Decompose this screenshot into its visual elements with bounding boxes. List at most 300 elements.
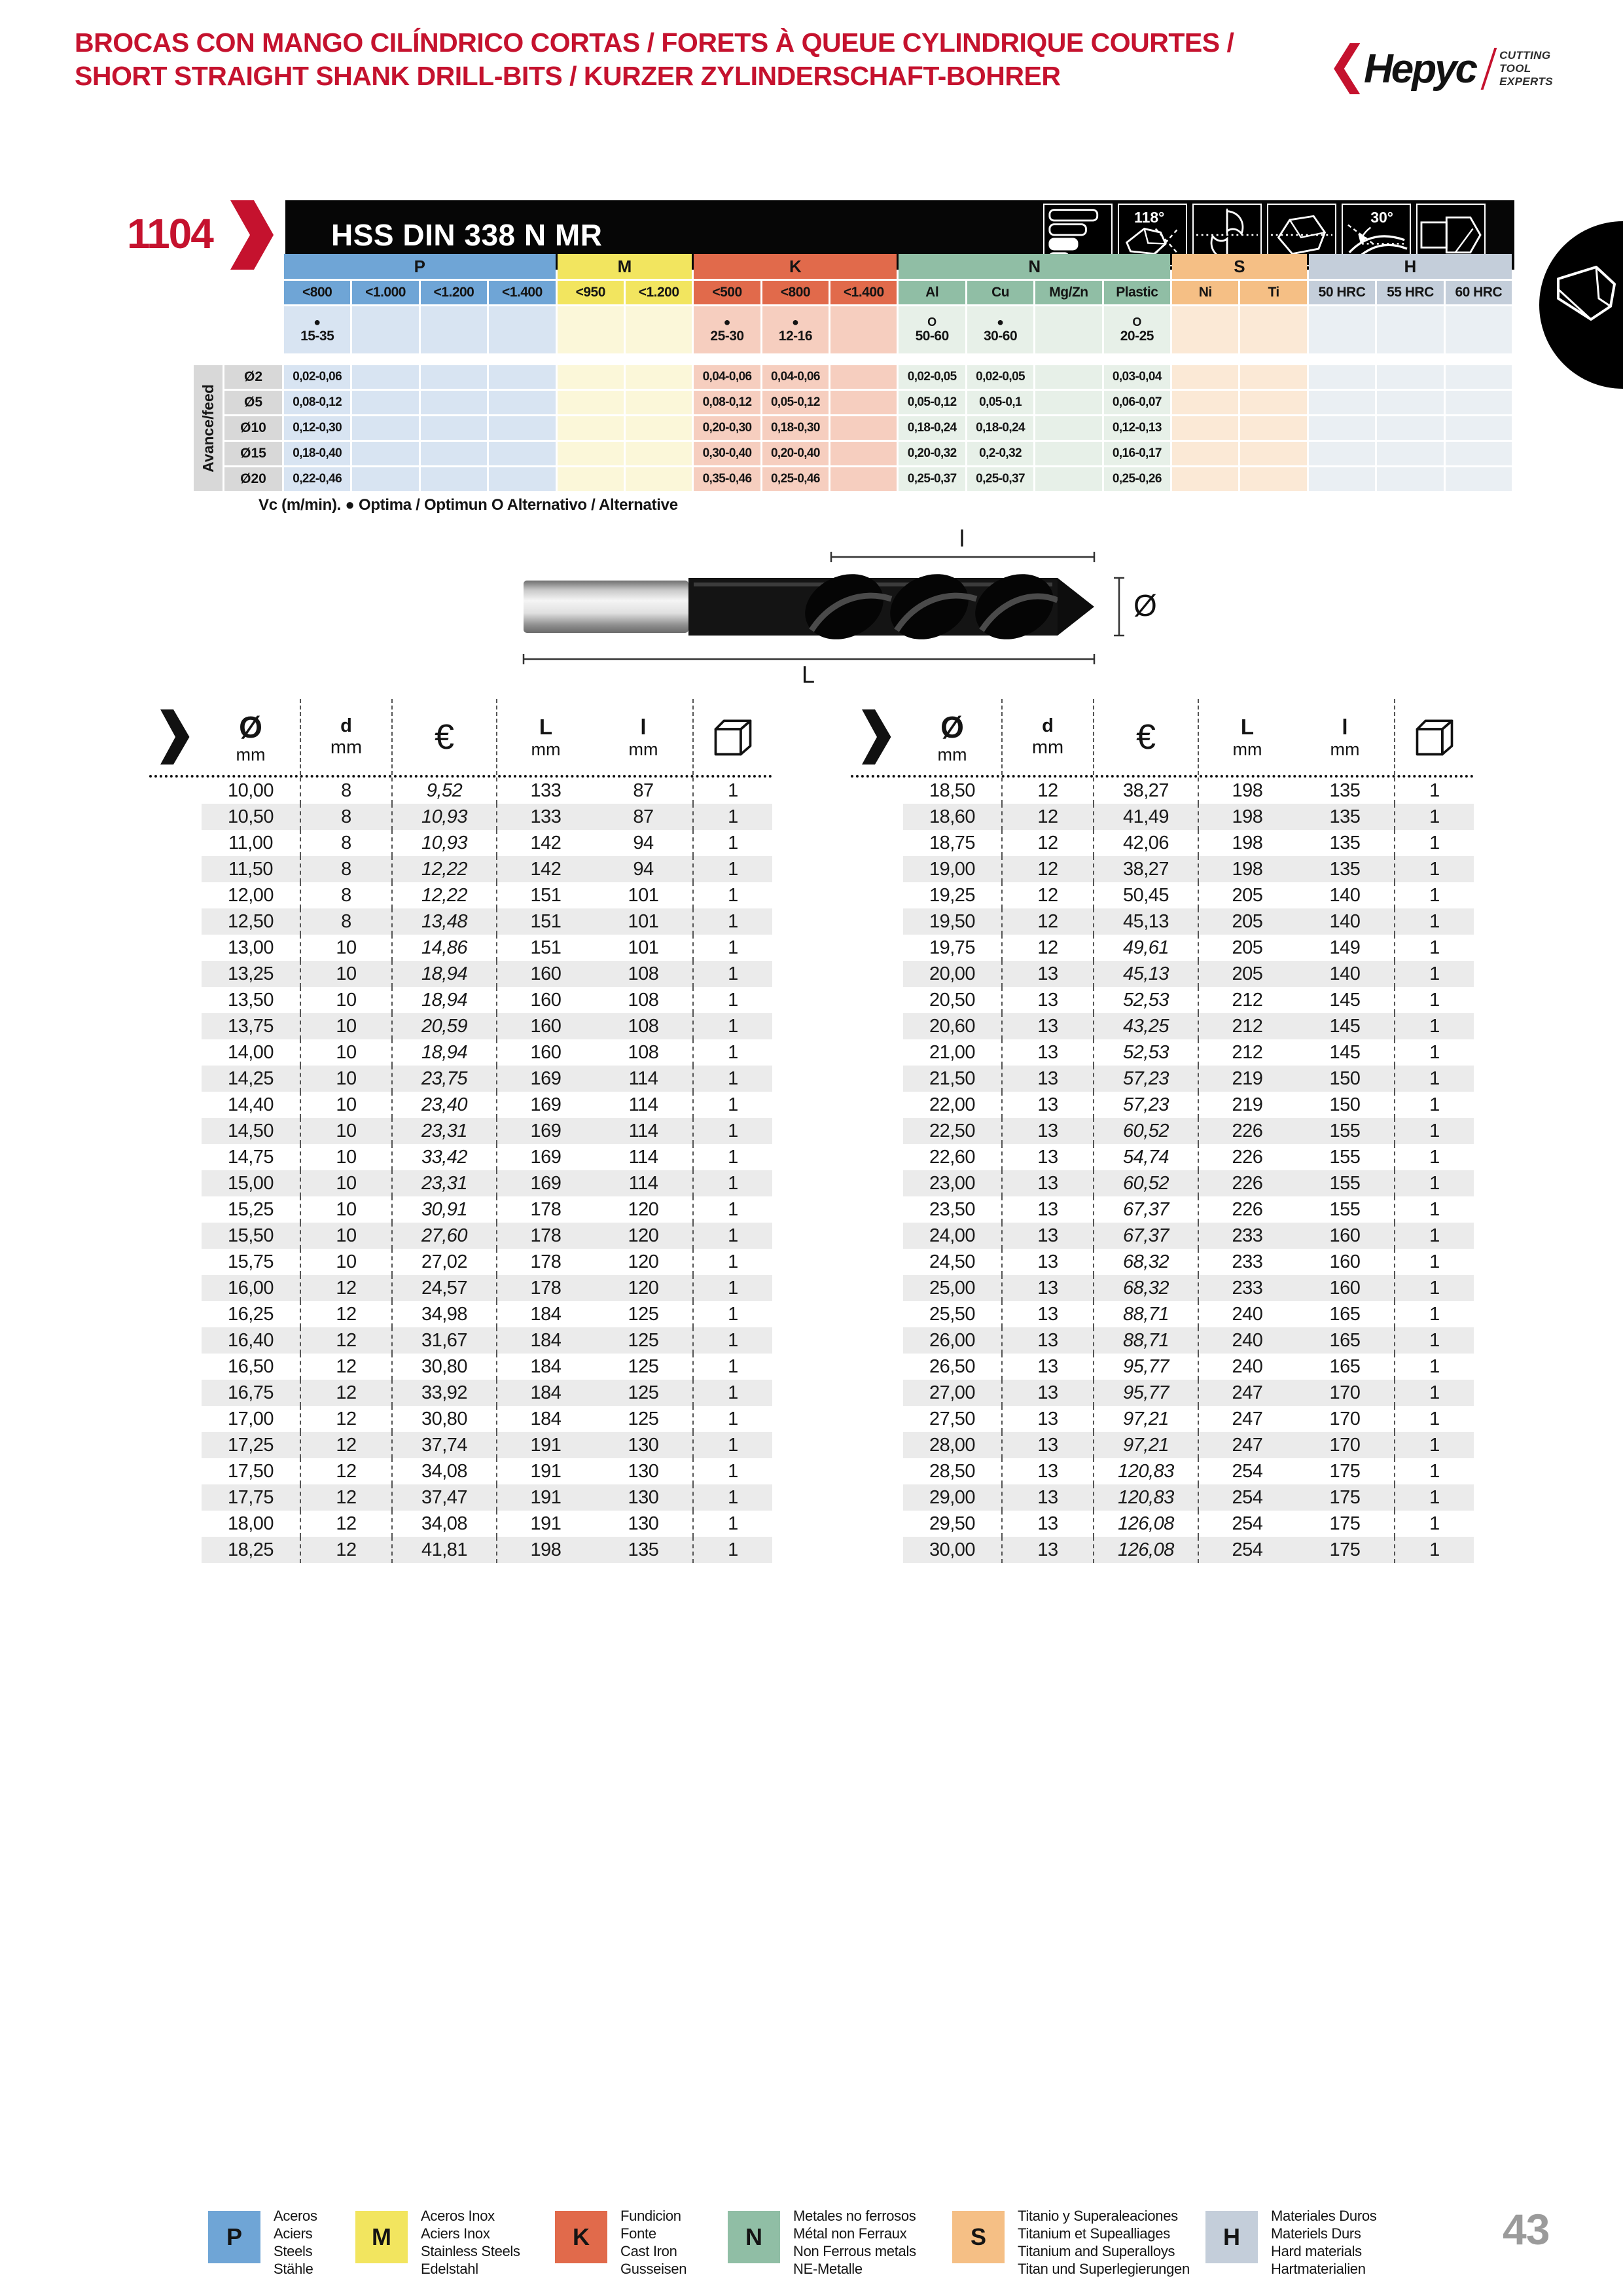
row-lead-spacer: [149, 1484, 202, 1511]
product-reference: 1104: [127, 210, 213, 257]
length-cell: 254: [1198, 1484, 1296, 1511]
shank-cell: 13: [1001, 1092, 1093, 1118]
feed-value-cell: 0,02-0,05: [967, 365, 1033, 389]
diameter-cell: 19,25: [929, 884, 976, 906]
feed-value-cell: [1377, 442, 1443, 465]
column-unit: mm: [1232, 739, 1262, 759]
table-row: [149, 908, 772, 935]
material-subcolumn-header: <800: [284, 281, 350, 304]
shank-cell: 10: [300, 935, 391, 961]
flute-cell: 145: [1329, 1041, 1361, 1063]
price-cell: 30,91: [391, 1196, 496, 1223]
vc-range: 20-25: [1120, 329, 1154, 344]
feed-value-cell: [1377, 416, 1443, 440]
table-row: [149, 882, 772, 908]
price-cell: 57,23: [1093, 1066, 1198, 1092]
column-header-d: [300, 699, 391, 775]
feed-value-cell: [1172, 416, 1238, 440]
feed-value-cell: 0,25-0,26: [1104, 467, 1170, 491]
table-row: [149, 961, 772, 987]
length-cell: 254: [1198, 1511, 1296, 1537]
length-cell: 184: [496, 1327, 594, 1354]
row-lead-spacer: [851, 1013, 903, 1039]
feed-value-cell: 0,02-0,05: [899, 365, 965, 389]
table-row: [149, 987, 772, 1013]
feed-diameter-cell: Ø15: [224, 442, 282, 465]
price-cell: 23,31: [391, 1118, 496, 1144]
price-cell: 43,25: [1093, 1013, 1198, 1039]
feed-value-cell: 0,25-0,46: [762, 467, 829, 491]
feed-value-cell: [489, 365, 555, 389]
price-cell: 68,32: [1093, 1275, 1198, 1301]
row-lead-spacer: [851, 1380, 903, 1406]
price-cell: 24,57: [391, 1275, 496, 1301]
shank-cell: 10: [300, 1144, 391, 1170]
material-subcolumn-header: <1.400: [830, 281, 897, 304]
length-cell: 254: [1198, 1537, 1296, 1563]
column-unit: mm: [531, 739, 561, 759]
vc-dot: ●: [997, 315, 1004, 329]
shank-cell: 13: [1001, 1537, 1093, 1563]
qty-cell: 1: [1394, 1432, 1474, 1458]
vc-speed-cell: [1446, 306, 1512, 353]
legend-text-line: Aceros Inox: [421, 2208, 495, 2224]
feed-value-cell: [830, 467, 897, 491]
price-cell: 18,94: [391, 1039, 496, 1066]
vc-speed-cell: [558, 306, 624, 353]
shank-cell: 12: [1001, 830, 1093, 856]
column-header-€: [391, 699, 496, 775]
shank-cell: 10: [300, 1249, 391, 1275]
shank-cell: 8: [300, 856, 391, 882]
qty-cell: 1: [692, 1327, 772, 1354]
length-cell: 133: [496, 778, 594, 804]
flute-cell: 175: [1296, 1484, 1394, 1511]
vc-dot: ●: [791, 315, 799, 329]
diameter-cell: 14,40: [227, 1094, 274, 1115]
page-title: [75, 26, 1234, 93]
qty-cell: 1: [1394, 856, 1474, 882]
feed-value-cell: [1446, 391, 1512, 414]
qty-cell: 1: [1394, 1484, 1474, 1511]
feed-value-cell: [830, 365, 897, 389]
legend-text-line: Metales no ferrosos: [793, 2208, 916, 2224]
shank-cell: 13: [1001, 987, 1093, 1013]
feed-value-cell: 0,05-0,12: [899, 391, 965, 414]
price-cell: 30,80: [391, 1406, 496, 1432]
legend-text: [274, 2207, 317, 2278]
diameter-cell: 20,50: [929, 989, 976, 1011]
shank-cell: 13: [1001, 1118, 1093, 1144]
vc-range: 12-16: [778, 329, 813, 344]
length-cell: 160: [496, 987, 594, 1013]
price-cell: 67,37: [1093, 1223, 1198, 1249]
price-cell: 120,83: [1093, 1484, 1198, 1511]
flute-cell: 120: [594, 1275, 692, 1301]
table-row: [149, 830, 772, 856]
shank-cell: 12: [1001, 778, 1093, 804]
feed-value-cell: [1446, 442, 1512, 465]
length-cell: 226: [1198, 1196, 1296, 1223]
page-edge-drill-tab: [1535, 220, 1623, 390]
shank-cell: 13: [1001, 1275, 1093, 1301]
vc-legend: Vc (m/min). ● Optima / Optimun O Alternativo / Alternative: [259, 496, 678, 514]
table-row: [851, 1196, 1474, 1223]
legend-text-line: Fundicion: [620, 2208, 681, 2224]
shank-cell: 8: [300, 804, 391, 830]
row-lead-spacer: [149, 1196, 202, 1223]
shank-cell: 10: [300, 1196, 391, 1223]
table-row: [149, 1196, 772, 1223]
qty-cell: 1: [1394, 1380, 1474, 1406]
column-header-L: [1198, 699, 1296, 775]
diameter-cell: 29,00: [903, 1484, 1001, 1511]
qty-cell: 1: [1394, 830, 1474, 856]
row-lead-spacer: [851, 1039, 903, 1066]
flute-cell: 125: [594, 1380, 692, 1406]
row-lead-spacer: [149, 1301, 202, 1327]
total-length-label: L: [801, 661, 815, 684]
table-row: [851, 1066, 1474, 1092]
row-lead-spacer: [149, 961, 202, 987]
feed-value-cell: [352, 416, 418, 440]
column-header-l: [594, 699, 692, 775]
table-row: [851, 1511, 1474, 1537]
qty-cell: 1: [692, 1432, 772, 1458]
feed-value-cell: [489, 467, 555, 491]
feed-value-cell: [1240, 365, 1306, 389]
shank-cell: 12: [300, 1484, 391, 1511]
row-lead-spacer: [851, 1144, 903, 1170]
legend-text-line: Hard materials: [1271, 2243, 1362, 2259]
price-cell: 23,75: [391, 1066, 496, 1092]
vc-range: 25-30: [710, 329, 744, 344]
length-cell: 198: [1198, 830, 1296, 856]
table-row: [149, 1458, 772, 1484]
flute-cell: 87: [594, 804, 692, 830]
material-subcolumn-header: 50 HRC: [1309, 281, 1375, 304]
qty-cell: 1: [692, 1066, 772, 1092]
length-cell: 233: [1198, 1223, 1296, 1249]
column-unit: mm: [937, 744, 967, 764]
vc-speed-cell: [1035, 306, 1101, 353]
table-row: [149, 1432, 772, 1458]
row-lead-spacer: [149, 1092, 202, 1118]
package-box-icon: [712, 716, 754, 758]
feed-value-cell: [830, 391, 897, 414]
flute-cell: 165: [1329, 1303, 1361, 1325]
flute-cell: 145: [1296, 1013, 1394, 1039]
price-cell: 34,08: [391, 1511, 496, 1537]
shank-cell: 8: [300, 882, 391, 908]
qty-cell: 1: [1394, 804, 1474, 830]
table-row: [851, 1249, 1474, 1275]
diameter-cell: 25,50: [929, 1303, 976, 1325]
column-symbol: l: [1342, 714, 1348, 739]
vc-speed-cell: [626, 306, 692, 353]
logo-slash: [1481, 48, 1497, 90]
flute-cell: 135: [1296, 804, 1394, 830]
diameter-cell: 15,75: [227, 1251, 274, 1272]
length-cell: 219: [1198, 1066, 1296, 1092]
diameter-cell: 16,75: [202, 1380, 300, 1406]
diameter-cell: 19,75: [929, 937, 976, 958]
feed-diameter-cell: Ø20: [224, 467, 282, 491]
row-lead-spacer: [851, 908, 903, 935]
flute-cell: 150: [1329, 1094, 1361, 1115]
row-lead-spacer: [851, 1170, 903, 1196]
length-cell: 169: [496, 1144, 594, 1170]
flute-cell: 160: [1296, 1223, 1394, 1249]
feed-value-cell: [352, 467, 418, 491]
flute-cell: 170: [1296, 1432, 1394, 1458]
length-cell: 169: [496, 1092, 594, 1118]
product-name: HSS DIN 338 N MR: [331, 218, 603, 252]
price-cell: 31,67: [391, 1327, 496, 1354]
material-subcolumn-header: Plastic: [1104, 281, 1170, 304]
length-cell: 184: [496, 1354, 594, 1380]
table-row: [851, 935, 1474, 961]
qty-cell: 1: [692, 1170, 772, 1196]
flute-cell: 160: [1329, 1251, 1361, 1272]
qty-cell: 1: [692, 1380, 772, 1406]
column-symbol: d: [1042, 715, 1054, 736]
feed-value-cell: 0,08-0,12: [694, 391, 760, 414]
vc-dot: O: [927, 315, 937, 329]
table-row: [149, 804, 772, 830]
column-unit: mm: [628, 739, 658, 759]
length-cell: 184: [496, 1380, 594, 1406]
column-unit: mm: [1330, 739, 1360, 759]
row-lead-spacer: [149, 1327, 202, 1354]
legend-text-line: Titan und Superlegierungen: [1018, 2261, 1190, 2277]
row-lead-spacer: [149, 1380, 202, 1406]
table-row: [851, 804, 1474, 830]
flute-cell: 120: [628, 1198, 659, 1220]
length-cell: 226: [1198, 1170, 1296, 1196]
row-lead-spacer: [149, 1275, 202, 1301]
qty-cell: 1: [1394, 1406, 1474, 1432]
shank-cell: 13: [1001, 1170, 1093, 1196]
diameter-cell: 24,00: [903, 1223, 1001, 1249]
vc-speed-cell: [967, 306, 1033, 353]
logo-brand: Hepyc: [1364, 46, 1476, 92]
length-cell: 142: [496, 856, 594, 882]
legend-color-square: M: [355, 2211, 408, 2263]
feed-value-cell: 0,16-0,17: [1104, 442, 1170, 465]
feed-value-cell: [1035, 442, 1101, 465]
legend-text-line: Aciers: [274, 2225, 313, 2242]
diameter-cell: 26,00: [903, 1327, 1001, 1354]
legend-color-square: S: [952, 2211, 1005, 2263]
point-angle-label: 118°: [1134, 208, 1165, 226]
legend-text-line: Titanium et Supealliages: [1018, 2225, 1170, 2242]
vc-speed-cell: [489, 306, 555, 353]
feed-value-cell: [421, 442, 487, 465]
qty-cell: 1: [692, 856, 772, 882]
qty-cell: 1: [692, 1354, 772, 1380]
qty-cell: 1: [1394, 1301, 1474, 1327]
vc-speed-cell: [762, 306, 829, 353]
feed-value-cell: [1309, 391, 1375, 414]
flute-cell: 160: [1296, 1275, 1394, 1301]
diameter-cell: 26,50: [929, 1355, 976, 1377]
qty-column-header: [692, 699, 772, 775]
diameter-cell: 23,50: [929, 1198, 976, 1220]
legend-color-square: P: [208, 2211, 260, 2263]
table-row: [851, 961, 1474, 987]
vc-range: 30-60: [983, 329, 1018, 344]
feed-value-cell: 0,18-0,24: [967, 416, 1033, 440]
shank-cell: 12: [300, 1301, 391, 1327]
diameter-cell: 14,75: [227, 1146, 274, 1168]
legend-text-line: Non Ferrous metals: [793, 2243, 916, 2259]
feed-value-cell: 0,35-0,46: [694, 467, 760, 491]
shank-cell: 13: [1001, 1013, 1093, 1039]
diameter-cell: 17,50: [227, 1460, 274, 1482]
material-subcolumn-header: <500: [694, 281, 760, 304]
legend-text-line: Cast Iron: [620, 2243, 677, 2259]
column-symbol: €: [1135, 717, 1156, 757]
price-cell: 60,52: [1093, 1170, 1198, 1196]
flute-cell: 135: [594, 1537, 692, 1563]
material-subcolumn-header: Cu: [967, 281, 1033, 304]
feed-value-cell: [558, 391, 624, 414]
table-row: [149, 1013, 772, 1039]
diameter-cell: 14,50: [202, 1118, 300, 1144]
price-cell: 60,52: [1093, 1118, 1198, 1144]
row-lead-spacer: [149, 1144, 202, 1170]
table-row: [149, 1170, 772, 1196]
vc-dot: ●: [313, 315, 321, 329]
column-header-€: [1093, 699, 1198, 775]
row-lead-spacer: [149, 1406, 202, 1432]
shank-cell: 10: [300, 1066, 391, 1092]
diameter-cell: 18,50: [929, 780, 976, 801]
flute-cell: 120: [628, 1251, 659, 1272]
flute-cell: 125: [628, 1355, 659, 1377]
material-subcolumn-header: <1.200: [626, 281, 692, 304]
legend-text-line: Gusseisen: [620, 2261, 687, 2277]
length-cell: 184: [496, 1406, 594, 1432]
legend-text-line: Titanio y Superaleaciones: [1018, 2208, 1178, 2224]
feed-value-cell: [1172, 391, 1238, 414]
qty-cell: 1: [1394, 1170, 1474, 1196]
legend-text: [1018, 2207, 1190, 2278]
feed-value-cell: [1035, 365, 1101, 389]
cutting-speed-table: [194, 254, 1512, 491]
flute-cell: 145: [1329, 989, 1361, 1011]
shank-cell: 13: [1001, 1327, 1093, 1354]
diameter-cell: 18,00: [227, 1513, 274, 1534]
shank-cell: 13: [1001, 1223, 1093, 1249]
table-row: [851, 1327, 1474, 1354]
shank-cell: 12: [300, 1354, 391, 1380]
length-cell: 178: [496, 1249, 594, 1275]
flute-cell: 114: [594, 1170, 692, 1196]
table-row: [149, 1066, 772, 1092]
length-cell: 133: [496, 804, 594, 830]
helix-angle-label: 30°: [1370, 208, 1394, 226]
length-cell: 205: [1198, 908, 1296, 935]
length-cell: 247: [1198, 1406, 1296, 1432]
feed-value-cell: [1309, 365, 1375, 389]
table-row: [851, 1144, 1474, 1170]
row-lead-spacer: [851, 1327, 903, 1354]
row-lead-spacer: [851, 882, 903, 908]
row-lead-spacer: [851, 1066, 903, 1092]
price-cell: 68,32: [1093, 1249, 1198, 1275]
table-row: [149, 1301, 772, 1327]
diameter-cell: 13,50: [227, 989, 274, 1011]
feed-value-cell: [421, 365, 487, 389]
table-row: [851, 1458, 1474, 1484]
diameter-cell: 25,00: [903, 1275, 1001, 1301]
shank-cell: 13: [1001, 1249, 1093, 1275]
flute-cell: 108: [594, 1013, 692, 1039]
price-cell: 27,60: [391, 1223, 496, 1249]
flute-cell: 101: [628, 884, 659, 906]
length-cell: 160: [496, 961, 594, 987]
material-group-header: N: [899, 254, 1170, 279]
shank-cell: 8: [300, 778, 391, 804]
diameter-cell: 12,50: [202, 908, 300, 935]
diameter-cell: 17,25: [202, 1432, 300, 1458]
column-unit: mm: [1031, 737, 1064, 758]
price-cell: 12,22: [391, 882, 496, 908]
shank-cell: 13: [1001, 1039, 1093, 1066]
row-lead-spacer: [149, 804, 202, 830]
table-row: [149, 1275, 772, 1301]
feed-value-cell: [1172, 442, 1238, 465]
diameter-cell: 11,50: [202, 856, 300, 882]
material-subcolumn-header: Mg/Zn: [1035, 281, 1101, 304]
table-chevron-wrap: [851, 699, 903, 775]
feed-value-cell: [421, 416, 487, 440]
price-cell: 52,53: [1093, 1039, 1198, 1066]
length-cell: 226: [1198, 1118, 1296, 1144]
length-cell: 247: [1198, 1380, 1296, 1406]
qty-cell: 1: [1394, 1066, 1474, 1092]
qty-cell: 1: [692, 1458, 772, 1484]
shank-cell: 12: [300, 1327, 391, 1354]
table-row: [851, 908, 1474, 935]
diameter-cell: 22,60: [929, 1146, 976, 1168]
row-lead-spacer: [851, 1511, 903, 1537]
diameter-cell: 13,75: [202, 1013, 300, 1039]
qty-cell: 1: [1394, 1511, 1474, 1537]
vc-speed-cell: [1377, 306, 1443, 353]
material-subcolumn-header: <800: [762, 281, 829, 304]
vc-speed-cell: [694, 306, 760, 353]
qty-cell: 1: [1394, 1458, 1474, 1484]
row-lead-spacer: [851, 856, 903, 882]
flute-cell: 114: [628, 1094, 658, 1115]
legend-text-line: NE-Metalle: [793, 2261, 863, 2277]
qty-cell: 1: [692, 961, 772, 987]
column-header-Ø: [903, 699, 1001, 775]
shank-cell: 13: [1001, 1144, 1093, 1170]
flute-cell: 140: [1296, 908, 1394, 935]
vc-dot: ●: [723, 315, 731, 329]
feed-value-cell: [1035, 391, 1101, 414]
column-symbol: L: [1240, 714, 1255, 739]
row-lead-spacer: [851, 1092, 903, 1118]
length-cell: 247: [1198, 1432, 1296, 1458]
qty-cell: 1: [692, 1511, 772, 1537]
table-row: [851, 1039, 1474, 1066]
row-lead-spacer: [851, 1196, 903, 1223]
